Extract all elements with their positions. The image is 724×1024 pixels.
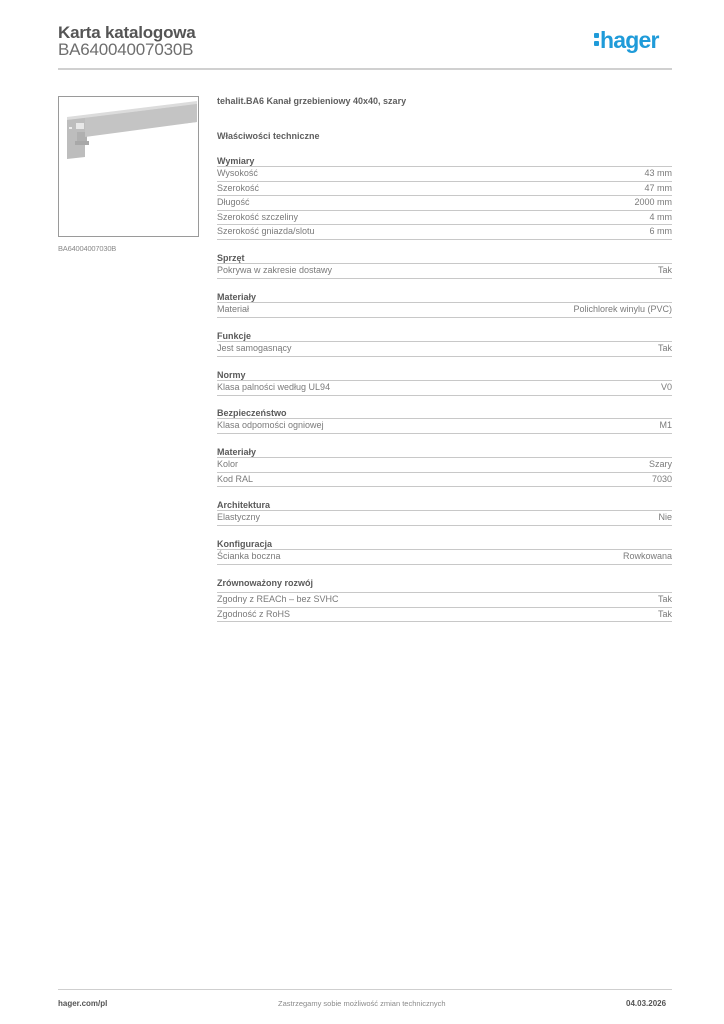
spec-row (217, 264, 672, 279)
section-title: Zrównoważony rozwój (217, 577, 672, 593)
spec-row (217, 511, 672, 526)
header-title: Karta katalogowa (58, 23, 196, 42)
product-code: BA64004007030B (58, 40, 194, 59)
spec-label: Kod RAL (217, 473, 254, 484)
spec-label: Klasa odpomości ogniowej (217, 420, 324, 430)
section-configuration (217, 538, 672, 565)
footer-website-link[interactable]: hager.com/pl (58, 999, 108, 1008)
brand-name: hager (600, 27, 659, 53)
spec-value: Polichlorek winylu (PVC) (573, 304, 672, 314)
spec-label: Szerokość szczeliny (217, 211, 299, 222)
footer-divider (58, 989, 672, 990)
section-safety (217, 407, 672, 434)
section-title: Architektura (217, 499, 672, 511)
spec-row (217, 303, 672, 318)
spec-label: Długość (217, 197, 250, 208)
spec-value: 6 mm (649, 226, 672, 237)
image-caption: BA64004007030B (58, 244, 117, 253)
spec-row (217, 419, 672, 434)
spec-value: Rowkowana (622, 551, 672, 561)
product-image (58, 96, 199, 237)
spec-row (217, 225, 672, 240)
spec-row (217, 381, 672, 396)
spec-label: Kolor (217, 459, 239, 469)
spec-value: Tak (657, 594, 672, 604)
footer-date: 04.03.2026 (626, 999, 667, 1008)
section-functions (217, 330, 672, 357)
section-title: Materiały (217, 291, 672, 303)
section-title: Materiały (217, 446, 672, 458)
spec-value: 4 mm (649, 211, 672, 222)
spec-value: 47 mm (644, 182, 672, 193)
spec-value: M1 (659, 420, 672, 430)
cable-trunking-icon (59, 97, 198, 236)
spec-value: Tak (657, 608, 672, 619)
spec-label: Ścianka boczna (217, 551, 281, 561)
spec-row (217, 182, 672, 197)
properties-title: Właściwości techniczne (217, 131, 320, 141)
spec-row (217, 342, 672, 357)
section-title: Sprzęt (217, 252, 672, 264)
spec-value: Nie (658, 512, 672, 522)
spec-label: Materiał (217, 304, 250, 314)
spec-label: Szerokość gniazda/slotu (217, 226, 315, 237)
spec-label: Klasa palności według UL94 (217, 382, 331, 392)
spec-label: Elastyczny (217, 512, 261, 522)
product-name: tehalit.BA6 Kanał grzebieniowy 40x40, szary (217, 96, 407, 106)
spec-label: Pokrywa w zakresie dostawy (217, 265, 333, 275)
header-divider (58, 68, 672, 70)
hager-logo (594, 29, 659, 52)
spec-value: 2000 mm (634, 197, 672, 208)
section-title: Wymiary (217, 155, 672, 167)
section-dimensions (217, 155, 672, 240)
spec-value: Tak (657, 265, 672, 275)
spec-row (217, 550, 672, 565)
section-materials (217, 291, 672, 318)
section-sustainability (217, 577, 672, 622)
spec-label: Szerokość (217, 182, 260, 193)
spec-row (217, 608, 672, 623)
spec-value: 43 mm (644, 168, 672, 178)
spec-label: Wysokość (217, 168, 258, 178)
spec-row (217, 458, 672, 473)
spec-row (217, 473, 672, 488)
spec-value: 7030 (651, 473, 672, 484)
spec-row (217, 196, 672, 211)
section-title: Bezpieczeństwo (217, 407, 672, 419)
spec-row (217, 211, 672, 226)
section-title: Funkcje (217, 330, 672, 342)
spec-value: Tak (657, 343, 672, 353)
footer-disclaimer: Zastrzegamy sobie możliwość zmian technicznych (278, 999, 446, 1008)
spec-row (217, 593, 672, 608)
spec-value: V0 (660, 382, 672, 392)
section-equipment (217, 252, 672, 279)
section-materials-color (217, 446, 672, 487)
spec-label: Jest samogasnący (217, 343, 292, 353)
section-architecture (217, 499, 672, 526)
spec-label: Zgodność z RoHS (217, 608, 291, 619)
spec-label: Zgodny z REACh – bez SVHC (217, 594, 339, 604)
spec-value: Szary (648, 459, 672, 469)
section-title: Normy (217, 369, 672, 381)
section-standards (217, 369, 672, 396)
section-title: Konfiguracja (217, 538, 672, 550)
spec-row (217, 167, 672, 182)
